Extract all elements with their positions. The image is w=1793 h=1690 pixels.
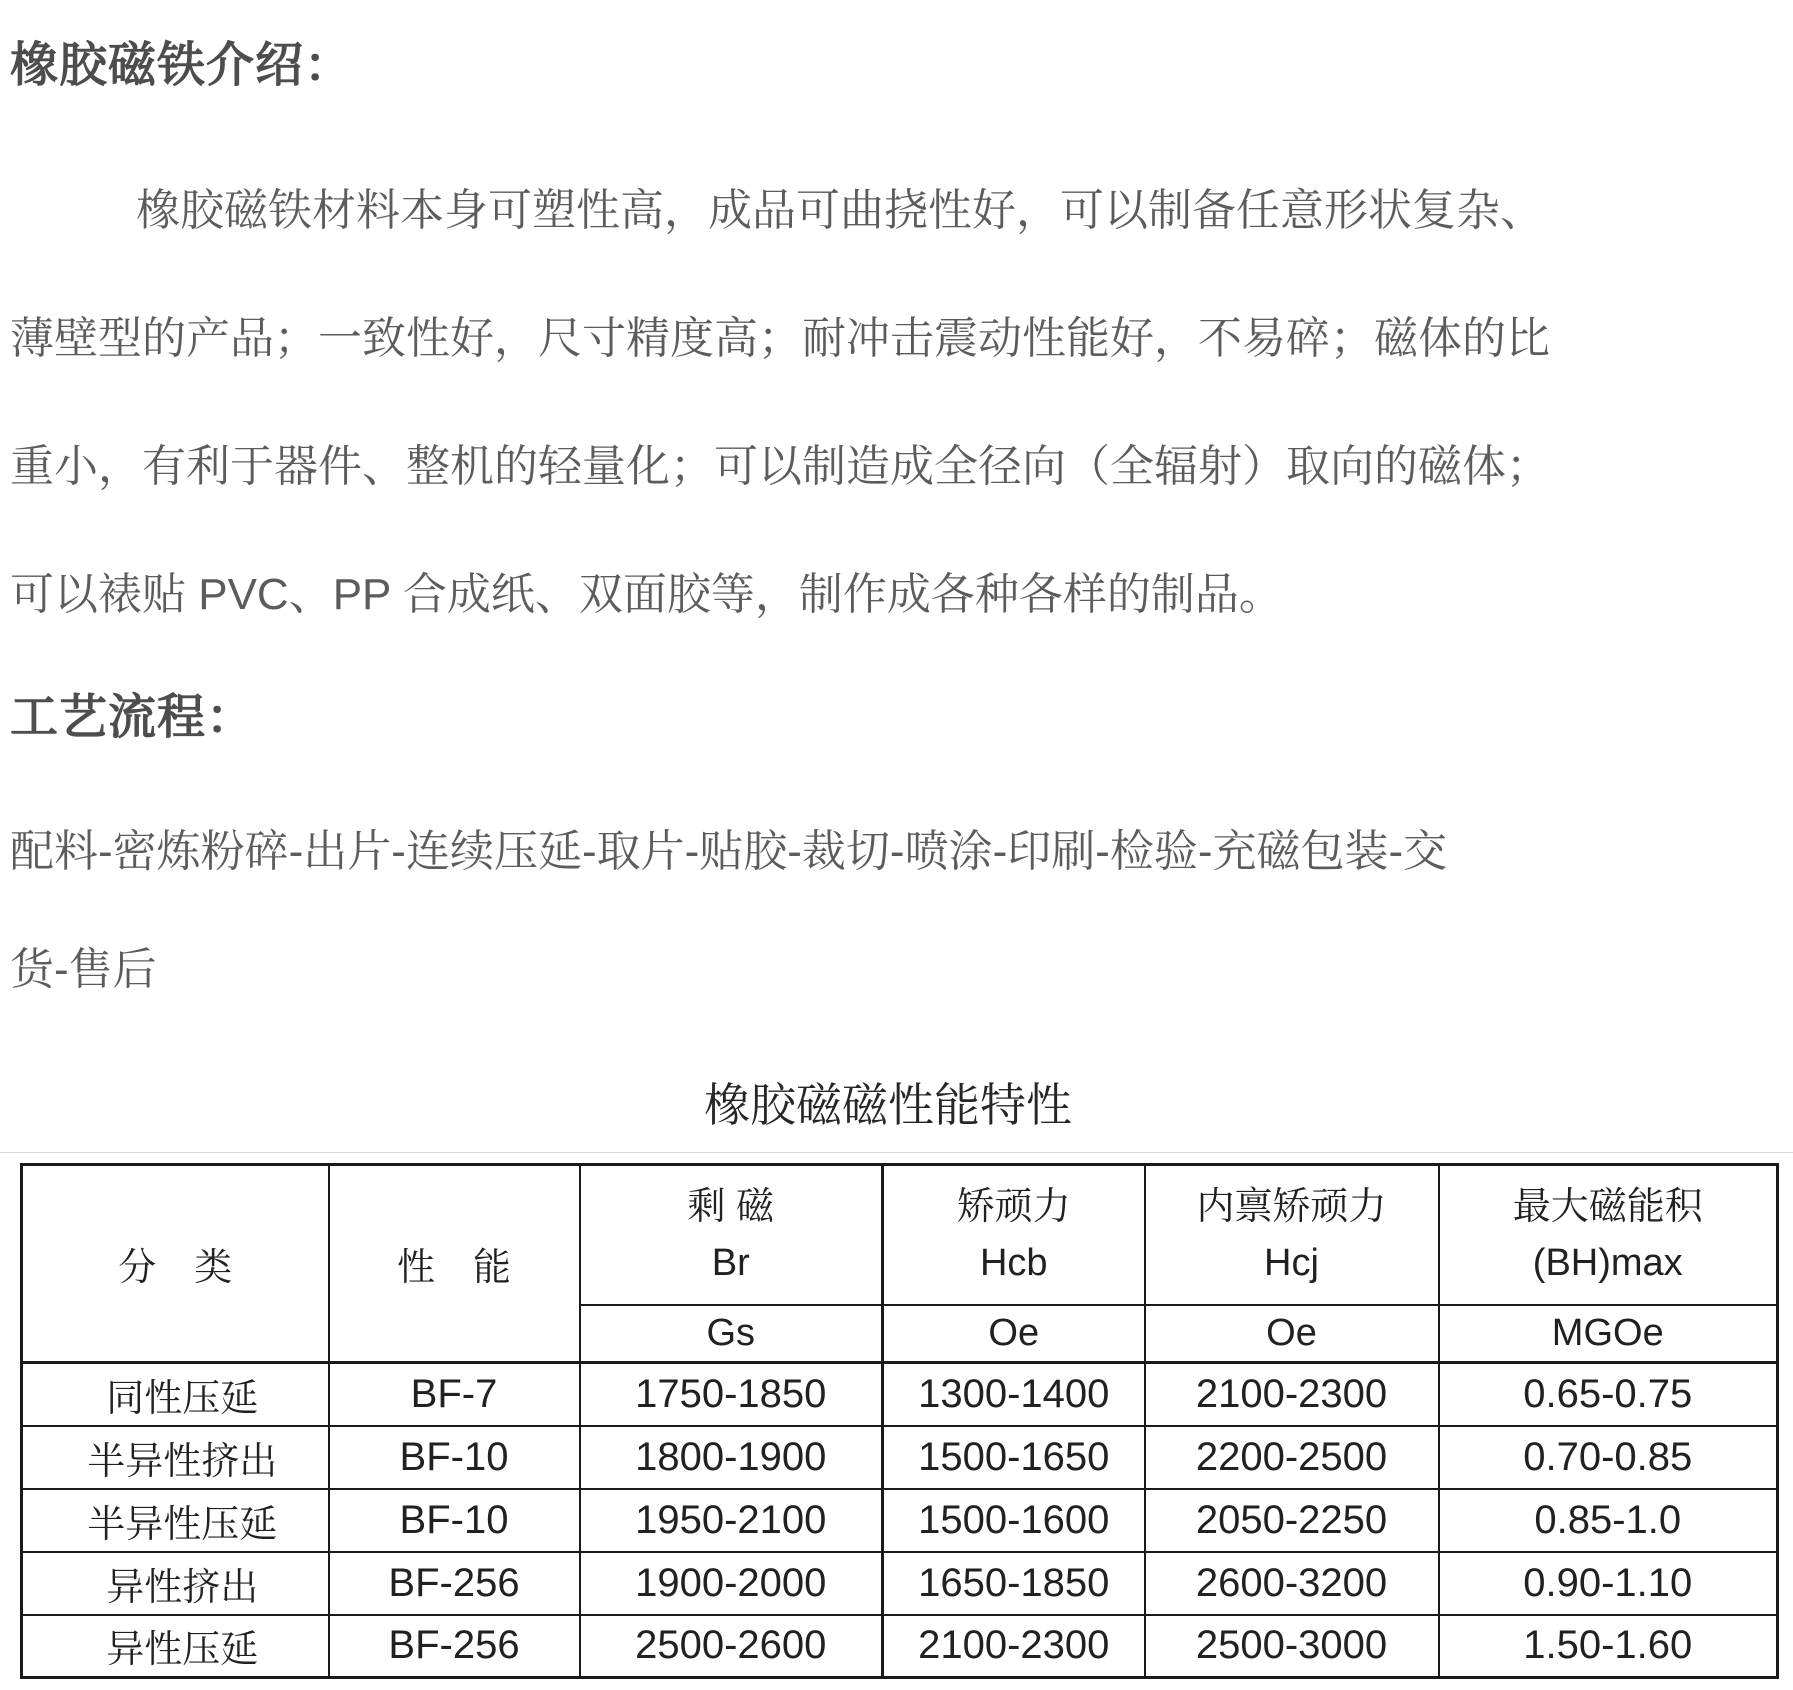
- divider-line: [0, 1152, 1793, 1153]
- header-max-energy-product-symbol: (BH)max: [1532, 1241, 1683, 1284]
- cell-intrinsic-coercivity: 2600-3200: [1145, 1552, 1439, 1615]
- intro-line-1: 橡胶磁铁材料本身可塑性高，成品可曲挠性好，可以制备任意形状复杂、: [136, 186, 1544, 235]
- cell-grade: BF-256: [329, 1552, 580, 1615]
- cell-grade: BF-256: [329, 1615, 580, 1678]
- header-intrinsic-coercivity: [1145, 1165, 1439, 1305]
- header-intrinsic-coercivity-cn: 内禀矫顽力: [1196, 1185, 1387, 1228]
- cell-max-energy-product: 0.70-0.85: [1439, 1426, 1778, 1489]
- cell-max-energy-product: 0.90-1.10: [1439, 1552, 1778, 1615]
- process-paragraph: [10, 788, 1783, 1024]
- header-remanence: [580, 1165, 883, 1305]
- process-line-2: 货-售后: [10, 945, 157, 994]
- cell-coercivity: 2100-2300: [883, 1615, 1145, 1678]
- header-coercivity: [883, 1165, 1145, 1305]
- cell-intrinsic-coercivity: 2200-2500: [1145, 1426, 1439, 1489]
- process-heading: 工艺流程：: [10, 691, 256, 744]
- table-title: 橡胶磁磁性能特性: [704, 1079, 1072, 1131]
- cell-grade: BF-10: [329, 1489, 580, 1552]
- cell-max-energy-product: 0.65-0.75: [1439, 1363, 1778, 1426]
- cell-category: 同性压延: [22, 1363, 329, 1426]
- header-remanence-symbol: Br: [711, 1241, 750, 1284]
- cell-intrinsic-coercivity: 2100-2300: [1145, 1363, 1439, 1426]
- header-coercivity-symbol: Hcb: [979, 1241, 1048, 1284]
- cell-coercivity: 1650-1850: [883, 1552, 1145, 1615]
- cell-coercivity: 1500-1650: [883, 1426, 1145, 1489]
- cell-intrinsic-coercivity: 2050-2250: [1145, 1489, 1439, 1552]
- process-line-1: 配料-密炼粉碎-出片-连续压延-取片-贴胶-裁切-喷涂-印刷-检验-充磁包装-交: [10, 827, 1448, 876]
- cell-category: 异性压延: [22, 1615, 329, 1678]
- cell-grade: BF-10: [329, 1426, 580, 1489]
- header-remanence-cn: 剩 磁: [687, 1185, 775, 1228]
- intro-line-4: 可以裱贴 PVC、PP 合成纸、双面胶等，制作成各种各样的制品。: [10, 570, 1283, 619]
- cell-category: 半异性挤出: [22, 1426, 329, 1489]
- cell-intrinsic-coercivity: 2500-3000: [1145, 1615, 1439, 1678]
- cell-coercivity: 1500-1600: [883, 1489, 1145, 1552]
- cell-remanence: 1950-2100: [580, 1489, 883, 1552]
- unit-remanence: Gs: [580, 1305, 883, 1363]
- document-page: [0, 36, 1793, 1690]
- intro-line-3: 重小，有利于器件、整机的轻量化；可以制造成全径向（全辐射）取向的磁体；: [10, 442, 1550, 491]
- header-category: 分 类: [22, 1165, 329, 1363]
- cell-remanence: 1900-2000: [580, 1552, 883, 1615]
- cell-max-energy-product: 1.50-1.60: [1439, 1615, 1778, 1678]
- header-performance: 性 能: [329, 1165, 580, 1363]
- unit-intrinsic-coercivity: Oe: [1145, 1305, 1439, 1363]
- cell-remanence: 1800-1900: [580, 1426, 883, 1489]
- intro-paragraph: [10, 142, 1783, 654]
- unit-coercivity: Oe: [883, 1305, 1145, 1363]
- cell-category: 异性挤出: [22, 1552, 329, 1615]
- header-max-energy-product-cn: 最大磁能积: [1512, 1185, 1703, 1228]
- table-header-row: [22, 1165, 1778, 1305]
- cell-grade: BF-7: [329, 1363, 580, 1426]
- magnet-properties-table: [20, 1163, 1779, 1679]
- cell-category: 半异性压延: [22, 1489, 329, 1552]
- cell-remanence: 2500-2600: [580, 1615, 883, 1678]
- intro-line-2: 薄壁型的产品；一致性好，尺寸精度高；耐冲击震动性能好，不易碎；磁体的比: [10, 314, 1550, 363]
- table-row: [22, 1552, 1778, 1615]
- cell-remanence: 1750-1850: [580, 1363, 883, 1426]
- cell-max-energy-product: 0.85-1.0: [1439, 1489, 1778, 1552]
- header-max-energy-product: [1439, 1165, 1778, 1305]
- header-intrinsic-coercivity-symbol: Hcj: [1264, 1241, 1319, 1284]
- table-row: [22, 1615, 1778, 1678]
- intro-heading: 橡胶磁铁介绍：: [10, 39, 354, 92]
- table-row: [22, 1489, 1778, 1552]
- header-coercivity-cn: 矫顽力: [956, 1185, 1071, 1228]
- table-row: [22, 1426, 1778, 1489]
- unit-max-energy-product: MGOe: [1439, 1305, 1778, 1363]
- table-row: [22, 1363, 1778, 1426]
- cell-coercivity: 1300-1400: [883, 1363, 1145, 1426]
